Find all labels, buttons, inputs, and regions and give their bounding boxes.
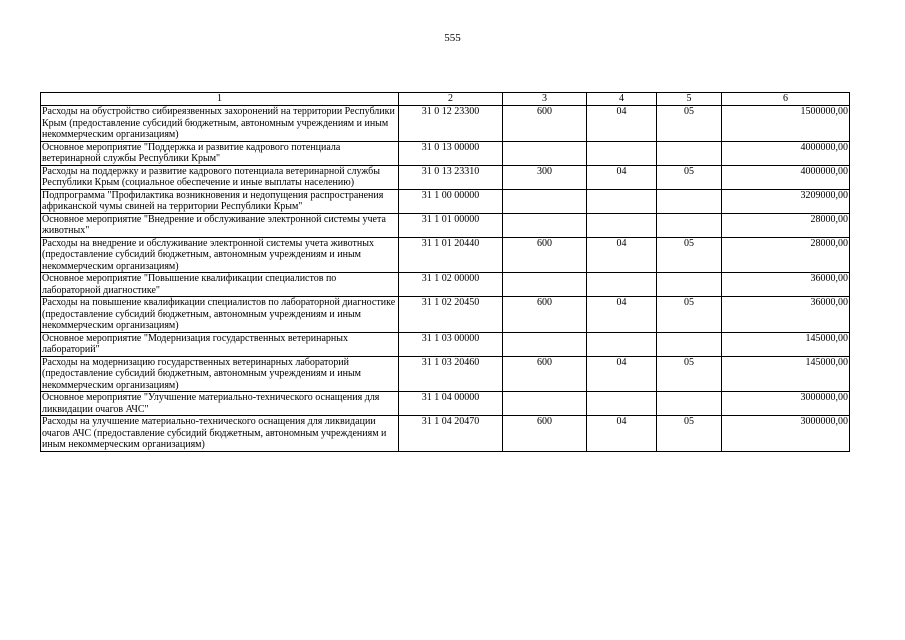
table-row xyxy=(41,332,850,356)
table-row xyxy=(41,165,850,189)
row-name: Основное мероприятие "Модернизация государственных ветеринарных лабораторий" xyxy=(41,332,399,356)
row-section xyxy=(587,392,657,416)
column-header-amount: 6 xyxy=(722,93,850,106)
row-name: Расходы на внедрение и обслуживание электронной системы учета животных (предоставление субсидий бюджетным, автономным учреждениям и иным некоммерческим организациям) xyxy=(41,237,399,273)
row-amount: 28000,00 xyxy=(722,237,850,273)
row-amount: 3000000,00 xyxy=(722,392,850,416)
row-section: 04 xyxy=(587,356,657,392)
row-amount: 36000,00 xyxy=(722,273,850,297)
row-amount: 28000,00 xyxy=(722,213,850,237)
row-subsection: 05 xyxy=(657,106,722,142)
row-code: 31 1 01 20440 xyxy=(399,237,503,273)
row-code: 31 0 13 23310 xyxy=(399,165,503,189)
page-number: 555 xyxy=(444,32,461,44)
row-name: Расходы на обустройство сибиреязвенных захоронений на территории Республики Крым (предоставление субсидий бюджетным, автономным учреждениям и иным некоммерческим организациям) xyxy=(41,106,399,142)
table-row xyxy=(41,189,850,213)
row-expense-type: 600 xyxy=(503,356,587,392)
table-row xyxy=(41,213,850,237)
row-section: 04 xyxy=(587,237,657,273)
column-header-section: 4 xyxy=(587,93,657,106)
row-name: Основное мероприятие "Повышение квалификации специалистов по лабораторной диагностике" xyxy=(41,273,399,297)
row-code: 31 1 02 00000 xyxy=(399,273,503,297)
table-row xyxy=(41,297,850,333)
row-amount: 1500000,00 xyxy=(722,106,850,142)
row-section xyxy=(587,141,657,165)
row-expense-type xyxy=(503,392,587,416)
row-expense-type: 600 xyxy=(503,237,587,273)
row-subsection xyxy=(657,273,722,297)
row-expense-type xyxy=(503,189,587,213)
row-name: Основное мероприятие "Внедрение и обслуживание электронной системы учета животных" xyxy=(41,213,399,237)
row-amount: 3000000,00 xyxy=(722,416,850,452)
row-name: Основное мероприятие "Улучшение материально-технического оснащения для ликвидации очагов АЧС" xyxy=(41,392,399,416)
table-row xyxy=(41,141,850,165)
row-subsection xyxy=(657,332,722,356)
row-code: 31 1 04 20470 xyxy=(399,416,503,452)
column-header-code: 2 xyxy=(399,93,503,106)
column-header-expense-type: 3 xyxy=(503,93,587,106)
row-section: 04 xyxy=(587,106,657,142)
column-header-subsection: 5 xyxy=(657,93,722,106)
row-amount: 4000000,00 xyxy=(722,165,850,189)
row-name: Расходы на модернизацию государственных ветеринарных лабораторий (предоставление субсидий бюджетным, автономным учреждениям и иным некоммерческим организациям) xyxy=(41,356,399,392)
table-row xyxy=(41,106,850,142)
row-subsection: 05 xyxy=(657,297,722,333)
row-section xyxy=(587,213,657,237)
row-amount: 4000000,00 xyxy=(722,141,850,165)
row-code: 31 1 04 00000 xyxy=(399,392,503,416)
row-name: Расходы на поддержку и развитие кадрового потенциала ветеринарной службы Республики Крым (социальное обеспечение и иные выплаты населению) xyxy=(41,165,399,189)
row-section: 04 xyxy=(587,297,657,333)
row-subsection: 05 xyxy=(657,237,722,273)
row-amount: 3209000,00 xyxy=(722,189,850,213)
row-subsection xyxy=(657,392,722,416)
row-subsection xyxy=(657,189,722,213)
row-subsection: 05 xyxy=(657,416,722,452)
row-expense-type: 300 xyxy=(503,165,587,189)
row-amount: 145000,00 xyxy=(722,332,850,356)
row-section xyxy=(587,273,657,297)
row-code: 31 1 00 00000 xyxy=(399,189,503,213)
row-code: 31 1 03 00000 xyxy=(399,332,503,356)
row-subsection: 05 xyxy=(657,165,722,189)
budget-table xyxy=(40,92,850,452)
row-name: Подпрограмма "Профилактика возникновения и недопущения распространения африканской чумы свиней на территории Республики Крым" xyxy=(41,189,399,213)
table-header-row xyxy=(41,93,850,106)
row-subsection: 05 xyxy=(657,356,722,392)
row-expense-type: 600 xyxy=(503,106,587,142)
row-code: 31 0 12 23300 xyxy=(399,106,503,142)
row-name: Расходы на улучшение материально-технического оснащения для ликвидации очагов АЧС (предоставление субсидий бюджетным, автономным учреждениям и иным некоммерческим организациям) xyxy=(41,416,399,452)
row-code: 31 1 03 20460 xyxy=(399,356,503,392)
row-code: 31 1 02 20450 xyxy=(399,297,503,333)
column-header-name: 1 xyxy=(41,93,399,106)
row-subsection xyxy=(657,213,722,237)
table-row xyxy=(41,237,850,273)
row-expense-type xyxy=(503,141,587,165)
row-expense-type xyxy=(503,332,587,356)
row-code: 31 1 01 00000 xyxy=(399,213,503,237)
row-subsection xyxy=(657,141,722,165)
row-expense-type xyxy=(503,213,587,237)
table-row xyxy=(41,416,850,452)
table-row xyxy=(41,392,850,416)
row-expense-type: 600 xyxy=(503,297,587,333)
row-section xyxy=(587,332,657,356)
row-expense-type xyxy=(503,273,587,297)
row-section xyxy=(587,189,657,213)
row-amount: 36000,00 xyxy=(722,297,850,333)
row-section: 04 xyxy=(587,165,657,189)
row-name: Расходы на повышение квалификации специалистов по лабораторной диагностике (предоставление субсидий бюджетным, автономным учреждениям и иным некоммерческим организациям) xyxy=(41,297,399,333)
table-row xyxy=(41,356,850,392)
row-amount: 145000,00 xyxy=(722,356,850,392)
row-code: 31 0 13 00000 xyxy=(399,141,503,165)
row-section: 04 xyxy=(587,416,657,452)
row-name: Основное мероприятие "Поддержка и развитие кадрового потенциала ветеринарной службы Республики Крым" xyxy=(41,141,399,165)
row-expense-type: 600 xyxy=(503,416,587,452)
table-row xyxy=(41,273,850,297)
